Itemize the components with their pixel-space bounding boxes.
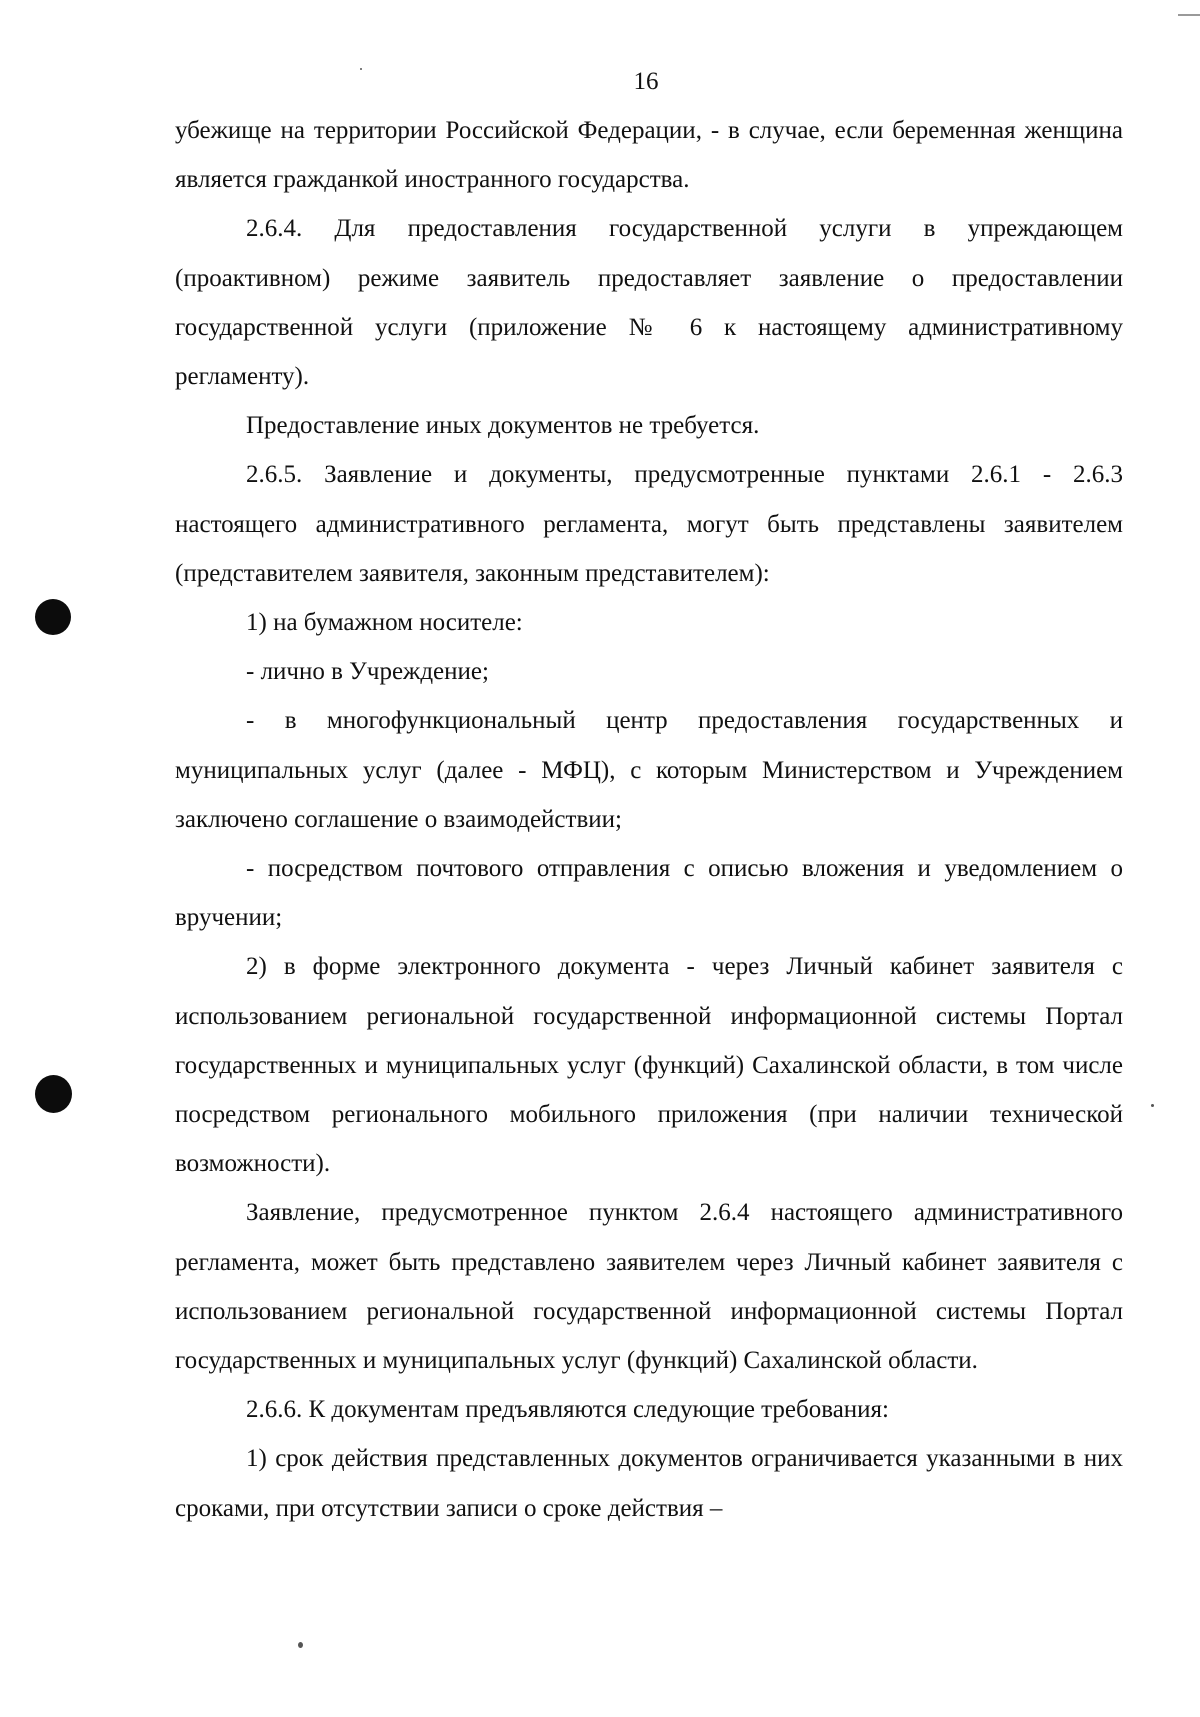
scan-speck bbox=[298, 1642, 303, 1648]
paragraph: 2) в форме электронного документа - через Личный кабинет заявителя с использованием региональной государственной информационной системы Портал государственных и муниципальных услуг (функций) Сахалинской области, в том числе посредством регионального мобильного приложения (при наличии технической возможности). bbox=[175, 953, 1123, 1178]
body-text bbox=[175, 106, 1123, 1533]
punch-hole-top bbox=[35, 599, 71, 635]
page-number: 16 bbox=[633, 68, 659, 95]
paragraph: 1) на бумажном носителе: bbox=[246, 609, 523, 637]
paragraph: - в многофункциональный центр предоставления государственных и муниципальных услуг (далее - МФЦ), с которым Министерством и Учреждением заключено соглашение о взаимодействии; bbox=[175, 707, 1123, 833]
paragraph: Предоставление иных документов не требуется. bbox=[246, 412, 760, 440]
paragraph: - лично в Учреждение; bbox=[246, 658, 489, 686]
paragraph: 2.6.5. Заявление и документы, предусмотренные пунктами 2.6.1 - 2.6.3 настоящего административного регламента, могут быть представлены заявителем (представителем заявителя, законным представителем): bbox=[175, 461, 1123, 587]
paragraph: 1) срок действия представленных документов ограничивается указанными в них сроками, при отсутствии записи о сроке действия – bbox=[175, 1445, 1123, 1522]
paragraph: - посредством почтового отправления с описью вложения и уведомлением о вручении; bbox=[175, 855, 1123, 932]
paragraph: Заявление, предусмотренное пунктом 2.6.4 настоящего административного регламента, может быть представлено заявителем через Личный кабинет заявителя с использованием региональной государственной информационной системы Портал государственных и муниципальных услуг (функций) Сахалинской области. bbox=[175, 1199, 1123, 1375]
paragraph: 2.6.6. К документам предъявляются следующие требования: bbox=[246, 1396, 889, 1424]
punch-hole-bottom bbox=[35, 1075, 72, 1113]
paragraph: убежище на территории Российской Федерации, - в случае, если беременная женщина является гражданкой иностранного государства. bbox=[175, 117, 1123, 194]
paragraph: 2.6.4. Для предоставления государственной услуги в упреждающем (проактивном) режиме заявитель предоставляет заявление о предоставлении государственной услуги (приложение № 6 к настоящему административному регламенту). bbox=[175, 215, 1123, 391]
scan-speck bbox=[1151, 1104, 1154, 1107]
scan-edge-mark bbox=[1178, 14, 1200, 16]
